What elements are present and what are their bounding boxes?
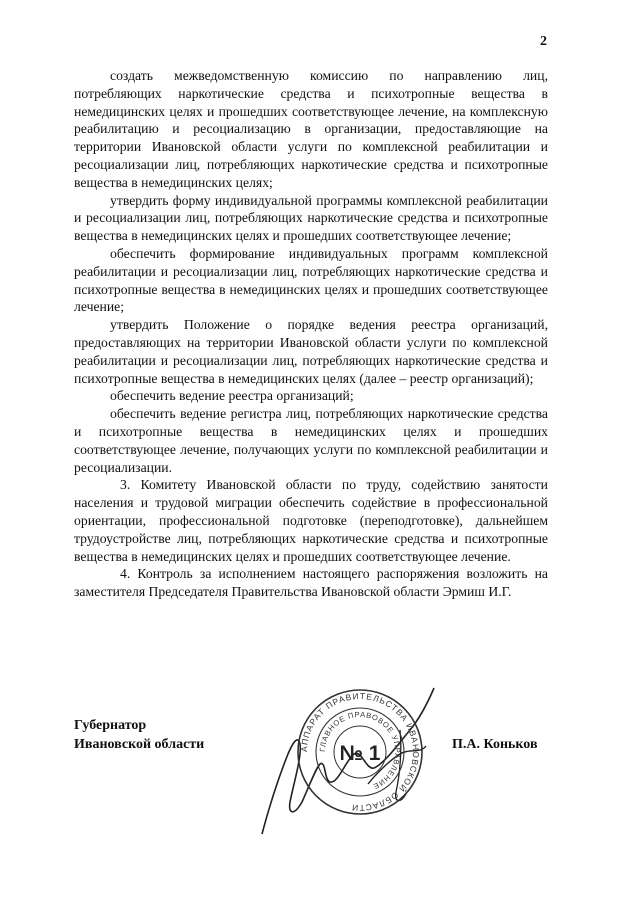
- paragraph-create-commission: создать межведомственную комиссию по направлению лиц, потребляющих наркотические средства и психотропные вещества в немедицинских целях и прошедших соответствующее лечение, на комплексную реабилитацию и ресоциализацию в организации, предоставляющие на территории Ивановской области услуги по комплексной реабилитации и ресоциализации лиц, потребляющих наркотические средства и психотропные вещества в немедицинских целях;: [74, 68, 548, 190]
- page-number: 2: [540, 34, 547, 49]
- paragraph-maintain-registry: обеспечить ведение реестра организаций;: [110, 388, 354, 404]
- paragraph-approve-form: утвердить форму индивидуальной программы комплексной реабилитации и ресоциализации лиц, потребляющих наркотические средства и психотропные вещества в немедицинских целях и прошедших соответствующее лечение;: [74, 192, 548, 244]
- paragraph-maintain-register: обеспечить ведение регистра лиц, потребляющих наркотические средства и психотропные вещества в немедицинских целях и прошедших соответствующее лечение, получающих услуги по комплексной реабилитации и ресоциализации.: [74, 406, 548, 475]
- paragraph-item-3: 3. Комитету Ивановской области по труду, содействию занятости населения и трудовой миграции обеспечить содействие в профессиональной ориентации, профессиональной подготовке (переподготовке), дальнейшем трудоустройстве лиц, потребляющих наркотические средства и психотропные вещества в немедицинских целях и прошедших соответствующее лечение.: [74, 477, 548, 564]
- signature-title-line2: Ивановской области: [74, 737, 205, 752]
- official-seal-and-signature: [250, 684, 460, 839]
- signatory-name: П.А. Коньков: [452, 737, 538, 752]
- seal-outer-text: АППАРАТ ПРАВИТЕЛЬСТВА ИВАНОВСКОЙ ОБЛАСТИ: [298, 690, 422, 814]
- seal-number: № 1: [339, 742, 381, 765]
- document-body: [74, 67, 548, 601]
- paragraph-ensure-programs: обеспечить формирование индивидуальных программ комплексной реабилитации и ресоциализации лиц, потребляющих наркотические средства и психотропные вещества в немедицинских целях и прошедших соответствующее лечение;: [74, 245, 548, 315]
- paragraph-approve-regulation: утвердить Положение о порядке ведения реестра организаций, предоставляющих на территории Ивановской области услуги по комплексной реабилитации и ресоциализации лиц, потребляющих наркотические средства и психотропные вещества в немедицинских целях (далее – реестр организаций);: [74, 317, 548, 386]
- seal-inner-text: ГЛАВНОЕ ПРАВОВОЕ УПРАВЛЕНИЕ: [317, 709, 403, 792]
- paragraph-item-4: 4. Контроль за исполнением настоящего распоряжения возложить на заместителя Председателя Правительства Ивановской области Эрмиш И.Г.: [74, 566, 548, 600]
- signature-block: [74, 716, 554, 754]
- signature-title-line1: Губернатор: [74, 718, 147, 733]
